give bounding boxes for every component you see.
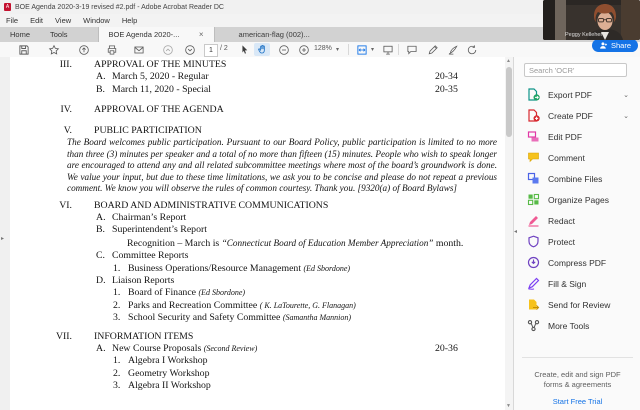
doc-line: 1. Board of Finance (Ed Sbordone) bbox=[113, 287, 246, 299]
doc-line: VI. BOARD AND ADMINISTRATIVE COMMUNICATIONS bbox=[59, 199, 329, 211]
email-icon bbox=[133, 44, 145, 56]
doc-line: VII. INFORMATION ITEMS bbox=[55, 330, 194, 342]
share-label: Share bbox=[610, 41, 631, 50]
sidebar-item-organize-pages[interactable]: Organize Pages bbox=[514, 189, 640, 210]
doc-line: 3. School Security and Safety Committee (Samantha Mannion) bbox=[113, 312, 352, 324]
page-up-icon bbox=[162, 44, 174, 56]
doc-line: A. March 5, 2020 - Regular 20-34 bbox=[96, 71, 458, 83]
circular-arrow-icon bbox=[466, 44, 478, 56]
fit-width-button[interactable] bbox=[354, 43, 370, 56]
zoom-caret-icon[interactable]: ▾ bbox=[336, 47, 340, 53]
doc-line: 2. Parks and Recreation Committee ( K. LaTourette, G. Flanagan) bbox=[113, 299, 356, 311]
scroll-down-icon[interactable]: ▼ bbox=[506, 403, 511, 409]
fit-width-icon bbox=[356, 44, 368, 56]
vertical-scrollbar[interactable] bbox=[505, 57, 513, 410]
zoom-out-button[interactable] bbox=[276, 43, 292, 56]
doc-line: III. APPROVAL OF THE MINUTES bbox=[59, 59, 227, 70]
doc-line: D. Liaison Reports bbox=[96, 274, 175, 286]
zoom-in-button[interactable] bbox=[296, 43, 312, 56]
share-person-icon bbox=[599, 41, 608, 50]
print-button[interactable] bbox=[104, 43, 120, 56]
collapse-right-pane-icon[interactable]: ◂ bbox=[514, 229, 518, 235]
tools-sidebar bbox=[513, 57, 640, 410]
menu-file[interactable]: File bbox=[6, 16, 19, 25]
send-for-review-icon bbox=[527, 298, 540, 311]
sidebar-item-send-for-review[interactable]: Send for Review bbox=[514, 294, 640, 315]
comment-tool-button[interactable] bbox=[404, 43, 420, 56]
doc-line: IV. APPROVAL OF THE AGENDA bbox=[60, 104, 224, 116]
scroll-up-icon[interactable]: ▲ bbox=[506, 58, 511, 64]
fill-sign-tool-button[interactable] bbox=[425, 43, 441, 56]
pencil-icon bbox=[427, 44, 439, 56]
zoom-out-icon bbox=[278, 44, 290, 56]
webcam-overlay[interactable] bbox=[543, 0, 640, 40]
sidebar-item-comment[interactable]: Comment bbox=[514, 147, 640, 168]
docket-number: 20-34 bbox=[435, 71, 458, 83]
doc-line: 2. Geometry Workshop bbox=[113, 367, 210, 379]
tab-tools[interactable]: Tools bbox=[50, 30, 68, 39]
menu-help[interactable]: Help bbox=[121, 16, 138, 25]
email-button[interactable] bbox=[131, 43, 147, 56]
select-cursor-icon bbox=[239, 44, 250, 55]
monitor-icon bbox=[382, 44, 394, 56]
edit-pdf-icon bbox=[527, 130, 540, 143]
menu-edit[interactable]: Edit bbox=[30, 16, 44, 25]
doc-line: B. March 11, 2020 - Special 20-35 bbox=[96, 83, 458, 95]
zoom-in-icon bbox=[298, 44, 310, 56]
toolbar-separator bbox=[348, 44, 349, 55]
scrollbar-thumb[interactable] bbox=[506, 67, 512, 137]
hand-icon bbox=[257, 44, 268, 55]
refresh-tool-button[interactable] bbox=[464, 43, 480, 56]
sign-tool-button[interactable] bbox=[445, 43, 461, 56]
sidebar-item-export-pdf[interactable]: Export PDF ⌄ bbox=[514, 84, 640, 105]
menu-window[interactable]: Window bbox=[83, 16, 110, 25]
save-icon bbox=[18, 44, 30, 56]
tab-close-icon[interactable]: × bbox=[198, 30, 204, 39]
upload-cloud-button[interactable] bbox=[76, 43, 92, 56]
toolbar bbox=[0, 42, 640, 58]
recognition-line: Recognition – March is “Connecticut Board of Education Member Appreciation” month. bbox=[127, 237, 464, 249]
comment-bubble-icon bbox=[406, 44, 418, 56]
save-button[interactable] bbox=[16, 43, 32, 56]
doc-line: B. Superintendent’s Report bbox=[96, 224, 207, 236]
tools-search-input[interactable] bbox=[524, 63, 627, 77]
doc-line: A. New Course Proposals (Second Review) 20-36 bbox=[96, 343, 458, 354]
promo-text: Create, edit and sign PDF forms & agreements Start Free Trial bbox=[522, 357, 633, 407]
create-pdf-icon bbox=[527, 109, 540, 122]
sidebar-item-compress-pdf[interactable]: Compress PDF bbox=[514, 252, 640, 273]
sidebar-item-edit-pdf[interactable]: Edit PDF bbox=[514, 126, 640, 147]
expand-left-pane-icon[interactable]: ▸ bbox=[1, 236, 5, 242]
doc-line: 1. Algebra I Workshop bbox=[113, 355, 208, 367]
organize-pages-icon bbox=[527, 193, 540, 206]
signature-quill-icon bbox=[447, 44, 459, 56]
protect-shield-icon bbox=[527, 235, 540, 248]
docket-number: 20-36 bbox=[435, 343, 458, 354]
page-number-input[interactable]: 1 bbox=[204, 44, 218, 57]
doc-line: C. Committee Reports bbox=[96, 250, 189, 262]
star-icon bbox=[48, 44, 60, 56]
fit-width-caret-icon[interactable]: ▾ bbox=[371, 47, 375, 53]
doc-line: A. Chairman’s Report bbox=[96, 211, 187, 223]
tab-home[interactable]: Home bbox=[10, 30, 31, 39]
favorite-star-button[interactable] bbox=[46, 43, 62, 56]
redact-icon bbox=[527, 214, 540, 227]
select-tool-button[interactable] bbox=[236, 43, 252, 56]
sidebar-item-redact[interactable]: Redact bbox=[514, 210, 640, 231]
toolbar-separator bbox=[398, 44, 399, 55]
share-button[interactable] bbox=[592, 39, 638, 52]
tab-document-label: BOE Agenda 2020-... bbox=[108, 30, 180, 39]
more-tools-icon bbox=[527, 319, 540, 332]
pdf-page bbox=[10, 57, 505, 410]
print-icon bbox=[106, 44, 118, 56]
fill-sign-pen-icon bbox=[527, 277, 540, 290]
previous-page-button[interactable] bbox=[160, 43, 176, 56]
doc-line: 3. Algebra II Workshop bbox=[113, 380, 211, 392]
sidebar-item-protect[interactable]: Protect bbox=[514, 231, 640, 252]
hand-tool-button[interactable] bbox=[254, 43, 270, 56]
compress-pdf-icon bbox=[527, 256, 540, 269]
start-free-trial-link[interactable]: Start Free Trial bbox=[552, 397, 603, 406]
docket-number: 20-35 bbox=[435, 83, 458, 95]
menu-view[interactable]: View bbox=[55, 16, 72, 25]
next-page-button[interactable] bbox=[182, 43, 198, 56]
upload-icon bbox=[78, 44, 90, 56]
sidebar-item-fill-sign[interactable]: Fill & Sign bbox=[514, 273, 640, 294]
chevron-down-icon[interactable]: ⌄ bbox=[623, 112, 629, 120]
comment-icon bbox=[527, 151, 540, 164]
sidebar-item-more-tools[interactable]: More Tools bbox=[514, 315, 640, 336]
webcam-name-label: Peggy Kelleher bbox=[565, 32, 603, 38]
sidebar-item-create-pdf[interactable]: Create PDF ⌄ bbox=[514, 105, 640, 126]
window-title: BOE Agenda 2020-3-19 revised #2.pdf - Adobe Acrobat Reader DC bbox=[15, 3, 224, 11]
tab-document-inactive[interactable]: american-flag (002)... bbox=[238, 30, 310, 39]
combine-files-icon bbox=[527, 172, 540, 185]
public-participation-text: The Board welcomes public participation. Pursuant to our Board Policy, public participation is limited to no more than three (3) minutes per speaker and a total of no more than fifteen (15) minutes. People who wish to speak longer are encouraged to attend any and all related subcommittee meetings where most of the board’s groundwork is done. We value your input, but due to these time limitations, we ask you to be concise and please do not repeat a previous comment. We know you will observe the rules of common courtesy. Thank you. [9320(a) of Board Bylaws] bbox=[67, 137, 497, 194]
doc-line: 1. Business Operations/Resource Management (Ed Sbordone) bbox=[113, 262, 351, 274]
export-pdf-icon bbox=[527, 88, 540, 101]
tab-document-active[interactable] bbox=[98, 27, 215, 42]
read-mode-button[interactable] bbox=[380, 43, 396, 56]
chevron-down-icon[interactable]: ⌄ bbox=[623, 91, 629, 99]
doc-line: V. PUBLIC PARTICIPATION bbox=[63, 124, 202, 136]
page-count-label: / 2 bbox=[220, 45, 228, 52]
zoom-level-select[interactable]: 128% bbox=[314, 45, 332, 52]
acrobat-icon: A bbox=[5, 4, 10, 10]
page-down-icon bbox=[184, 44, 196, 56]
sidebar-item-combine-files[interactable]: Combine Files bbox=[514, 168, 640, 189]
